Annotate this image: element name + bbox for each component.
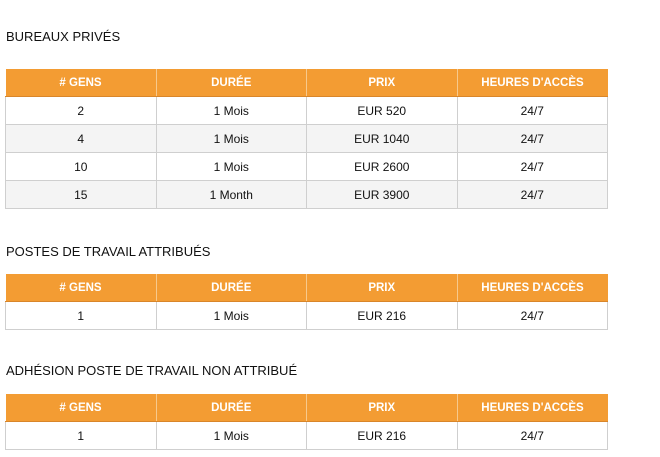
cell-people: 2: [6, 97, 157, 125]
cell-duration: 1 Mois: [156, 302, 307, 330]
column-header-hours: HEURES D'ACCÈS: [457, 69, 608, 97]
column-header-hours: HEURES D'ACCÈS: [457, 394, 608, 422]
cell-price: EUR 520: [307, 97, 458, 125]
table-row: [6, 181, 608, 209]
cell-price: EUR 2600: [307, 153, 458, 181]
cell-price: EUR 216: [307, 422, 458, 450]
cell-hours: 24/7: [457, 422, 608, 450]
table-header-row: [6, 69, 608, 97]
pricing-table-assigned-desks: [5, 274, 608, 330]
column-header-price: PRIX: [307, 69, 458, 97]
column-header-duration: DURÉE: [156, 274, 307, 302]
cell-duration: 1 Mois: [156, 125, 307, 153]
cell-duration: 1 Mois: [156, 97, 307, 125]
cell-duration: 1 Month: [156, 181, 307, 209]
cell-duration: 1 Mois: [156, 153, 307, 181]
cell-people: 1: [6, 302, 157, 330]
cell-people: 1: [6, 422, 157, 450]
column-header-price: PRIX: [307, 274, 458, 302]
column-header-people: # GENS: [6, 394, 157, 422]
table-row: [6, 302, 608, 330]
cell-hours: 24/7: [457, 302, 608, 330]
cell-duration: 1 Mois: [156, 422, 307, 450]
section-title-private-offices: BUREAUX PRIVÉS: [6, 29, 121, 44]
column-header-hours: HEURES D'ACCÈS: [457, 274, 608, 302]
table-row: [6, 97, 608, 125]
column-header-duration: DURÉE: [156, 394, 307, 422]
cell-people: 4: [6, 125, 157, 153]
cell-hours: 24/7: [457, 181, 608, 209]
table-row: [6, 125, 608, 153]
column-header-people: # GENS: [6, 274, 157, 302]
pricing-table-private-offices: [5, 69, 608, 209]
cell-hours: 24/7: [457, 153, 608, 181]
cell-people: 15: [6, 181, 157, 209]
column-header-price: PRIX: [307, 394, 458, 422]
section-title-assigned-desks: POSTES DE TRAVAIL ATTRIBUÉS: [6, 244, 211, 259]
pricing-table-hot-desk-membership: [5, 394, 608, 450]
cell-price: EUR 1040: [307, 125, 458, 153]
cell-price: EUR 216: [307, 302, 458, 330]
table-header-row: [6, 394, 608, 422]
column-header-people: # GENS: [6, 69, 157, 97]
cell-hours: 24/7: [457, 125, 608, 153]
table-row: [6, 422, 608, 450]
column-header-duration: DURÉE: [156, 69, 307, 97]
cell-hours: 24/7: [457, 97, 608, 125]
section-title-hot-desk-membership: ADHÉSION POSTE DE TRAVAIL NON ATTRIBUÉ: [6, 363, 298, 378]
cell-people: 10: [6, 153, 157, 181]
table-row: [6, 153, 608, 181]
cell-price: EUR 3900: [307, 181, 458, 209]
table-header-row: [6, 274, 608, 302]
